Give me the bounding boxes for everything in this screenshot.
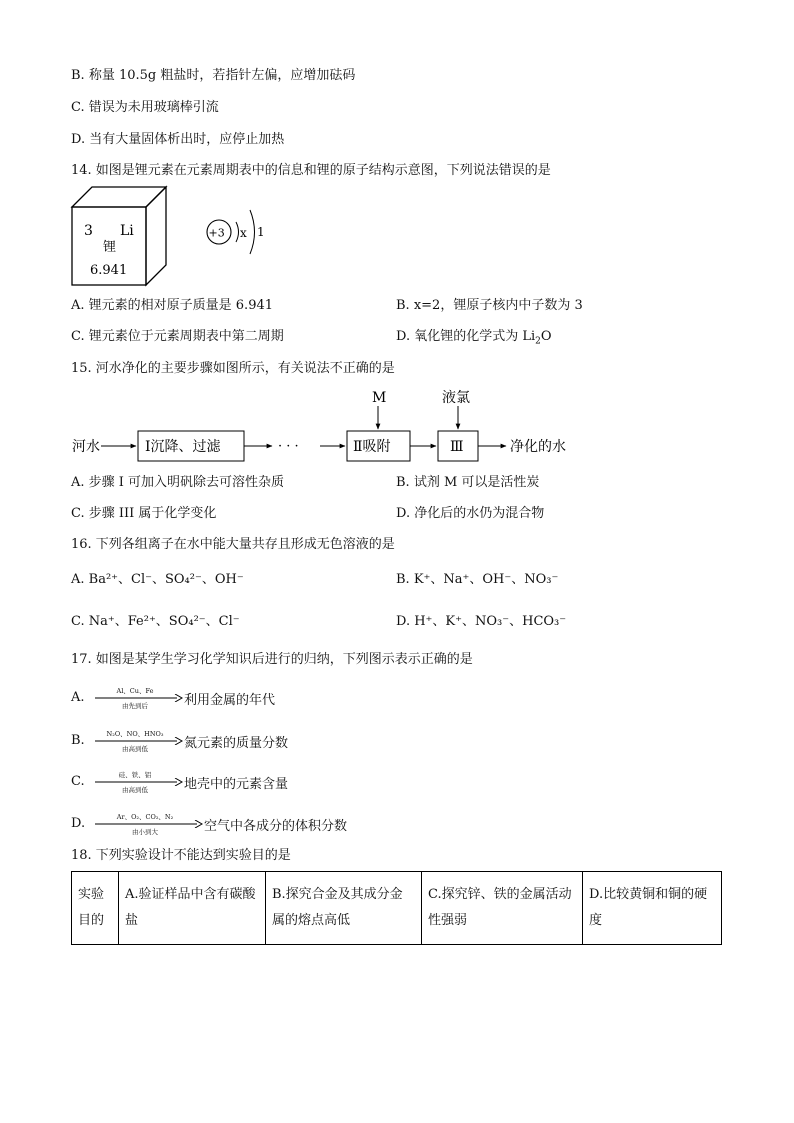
q16-stem: 16. 下列各组离子在水中能大量共存且形成无色溶液的是 <box>71 537 395 552</box>
q17-option-letter: B. <box>71 733 85 748</box>
atomic-structure-diagram <box>203 204 275 260</box>
nucleus-charge: +3 <box>208 226 225 240</box>
q17-option-text: 氮元素的质量分数 <box>184 736 289 751</box>
table-cell-b: B.探究合金及其成分金属的熔点高低 <box>266 872 422 945</box>
atomic-mass: 6.941 <box>90 263 128 278</box>
q17-option-text: 空气中各成分的体积分数 <box>204 819 348 834</box>
element-symbol: Li <box>120 223 134 239</box>
q14-option-c: C. 锂元素位于元素周期表中第二周期 <box>71 329 284 344</box>
q13-option-d: D. 当有大量固体析出时，应停止加热 <box>71 132 285 147</box>
q13-option-c: C. 错误为未用玻璃棒引流 <box>71 100 219 115</box>
q17-arrow-bottom-label: 由高到低 <box>122 786 148 794</box>
q17-arrow-bottom-label: 由先到后 <box>122 702 148 710</box>
q17-arrow-top-label: 硅、铁、铝 <box>118 771 152 779</box>
q17-option-text: 利用金属的年代 <box>184 693 276 708</box>
flow-end: 净化的水 <box>510 439 566 455</box>
q15-option-c: C. 步骤 III 属于化学变化 <box>71 506 217 521</box>
q17-arrow <box>95 729 183 753</box>
q17-arrow-bottom-label: 由高到低 <box>122 745 148 753</box>
q14-stem: 14. 如图是锂元素在元素周期表中的信息和锂的原子结构示意图，下列说法错误的是 <box>71 163 551 178</box>
shell-electrons-x: x <box>240 226 247 240</box>
flow-start: 河水 <box>72 439 100 455</box>
q16-option-c: C. Na⁺、Fe²⁺、SO₄²⁻、Cl⁻ <box>71 614 240 629</box>
reagent-chlorine: 液氯 <box>442 390 470 406</box>
reagent-m: M <box>372 390 387 406</box>
q15-option-a: A. 步骤 I 可加入明矾除去可溶性杂质 <box>71 475 285 490</box>
flow-step3: Ⅲ <box>450 439 464 455</box>
table-cell-a: A.验证样品中含有碳酸盐 <box>119 872 266 945</box>
table-cell-c: C.探究锌、铁的金属活动性强弱 <box>422 872 583 945</box>
q15-option-d: D. 净化后的水仍为混合物 <box>396 506 545 521</box>
q15-stem: 15. 河水净化的主要步骤如图所示，有关说法不正确的是 <box>71 361 395 376</box>
q17-option-letter: D. <box>71 816 86 831</box>
q17-stem: 17. 如图是某学生学习化学知识后进行的归纳，下列图示表示正确的是 <box>71 652 473 667</box>
q14-option-d: D. 氧化锂的化学式为 $Li_2O$ <box>396 329 552 347</box>
q17-arrow <box>95 686 183 710</box>
water-purification-flow <box>70 384 590 464</box>
atomic-number: 3 <box>84 223 93 239</box>
q16-option-a: A. Ba²⁺、Cl⁻、SO₄²⁻、OH⁻ <box>71 572 244 587</box>
q17-arrow <box>95 770 183 794</box>
q17-option-letter: A. <box>71 690 85 705</box>
q18-stem: 18. 下列实验设计不能达到实验目的是 <box>71 848 291 863</box>
periodic-cell-lithium <box>70 185 170 288</box>
q16-option-b: B. K⁺、Na⁺、OH⁻、NO₃⁻ <box>396 572 559 587</box>
flow-dots: · · · <box>278 439 299 454</box>
q14-option-b: B. x=2，锂原子核内中子数为 3 <box>396 298 583 313</box>
q15-option-b: B. 试剂 M 可以是活性炭 <box>396 475 540 490</box>
q14-option-a: A. 锂元素的相对原子质量是 6.941 <box>71 298 274 313</box>
q17-arrow-top-label: Al、Cu、Fe <box>116 687 154 695</box>
element-name: 锂 <box>103 240 117 255</box>
flow-step2: Ⅱ吸附 <box>353 439 391 455</box>
q17-arrow-top-label: Ar、O₂、CO₂、N₂ <box>116 813 174 821</box>
table-header-cell: 实验目的 <box>72 872 119 945</box>
q17-arrow-bottom-label: 由小到大 <box>132 828 158 836</box>
q13-option-b: B. 称量 10.5g 粗盐时，若指针左偏，应增加砝码 <box>71 68 356 83</box>
q17-option-text: 地壳中的元素含量 <box>184 777 289 792</box>
q17-arrow-top-label: N₂O、NO、HNO₃ <box>106 730 164 738</box>
flow-step1: Ⅰ沉降、过滤 <box>145 439 221 455</box>
q16-option-d: D. H⁺、K⁺、NO₃⁻、HCO₃⁻ <box>396 614 567 629</box>
q17-arrow <box>95 812 203 836</box>
table-row <box>72 872 722 945</box>
table-cell-d: D.比较黄铜和铜的硬度 <box>583 872 722 945</box>
experiment-table <box>71 871 722 945</box>
q17-option-letter: C. <box>71 774 85 789</box>
shell-electrons-2: 1 <box>257 225 265 239</box>
